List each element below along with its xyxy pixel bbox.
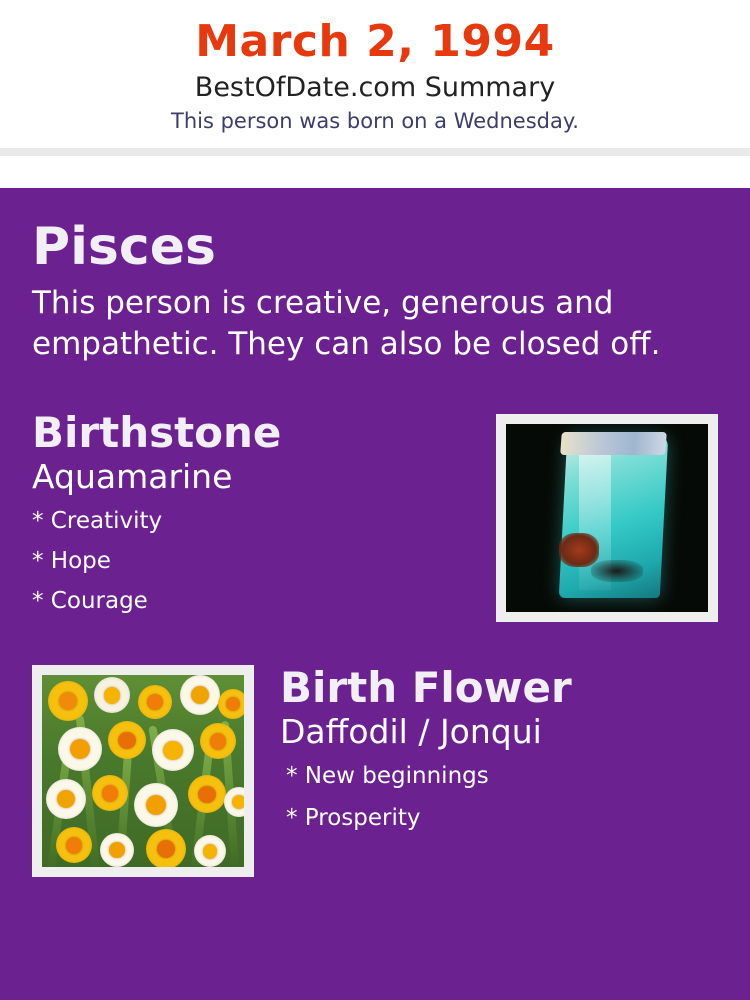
flower-icon — [46, 779, 86, 819]
birth-flower-image-frame — [32, 665, 254, 877]
birthstone-title: Birthstone — [32, 408, 282, 458]
birth-flower-trait: * New beginnings — [286, 763, 489, 790]
crystal-top — [560, 432, 667, 455]
birth-flower-name: Daffodil / Jonqui — [280, 712, 542, 752]
daffodil-field-icon — [42, 675, 244, 867]
flower-icon — [100, 833, 134, 867]
birthstone-text — [32, 410, 472, 615]
flower-icon — [56, 827, 92, 863]
flower-icon — [188, 775, 226, 813]
flower-icon — [48, 681, 88, 721]
flower-icon — [108, 721, 146, 759]
zodiac-sign-name: Pisces — [32, 217, 216, 277]
flower-icon — [94, 677, 130, 713]
flower-icon — [58, 727, 102, 771]
birthstone-section — [32, 410, 718, 635]
birthstone-trait: * Creativity — [32, 508, 163, 535]
header-divider — [0, 148, 750, 156]
flower-icon — [138, 685, 172, 719]
birthstone-image-frame — [496, 414, 718, 622]
birthstone-trait: * Hope — [32, 548, 111, 574]
birthstone-name: Aquamarine — [32, 457, 233, 497]
zodiac-description: This person is creative, generous and empathetic. They can also be closed off. — [32, 284, 661, 363]
birth-date-title: March 2, 1994 — [195, 16, 555, 67]
flower-icon — [146, 829, 186, 867]
zodiac-section — [32, 217, 718, 366]
birth-flower-title: Birth Flower — [280, 663, 572, 713]
flower-icon — [180, 675, 220, 715]
card-body — [0, 188, 750, 1000]
flower-icon — [152, 729, 194, 771]
birth-flower-trait: * Prosperity — [286, 805, 421, 831]
card-header — [0, 0, 750, 148]
flower-icon — [134, 783, 178, 827]
site-name: BestOfDate.com Summary — [194, 72, 556, 104]
birth-flower-section — [32, 665, 718, 885]
crystal-inclusion — [559, 533, 599, 567]
aquamarine-crystal-icon — [506, 424, 708, 612]
birth-weekday-text: This person was born on a Wednesday. — [171, 108, 579, 133]
birth-flower-text — [280, 665, 718, 832]
flower-icon — [218, 689, 244, 719]
flower-icon — [194, 835, 226, 867]
crystal-shadow — [591, 560, 644, 583]
birthstone-trait: * Courage — [32, 587, 148, 614]
